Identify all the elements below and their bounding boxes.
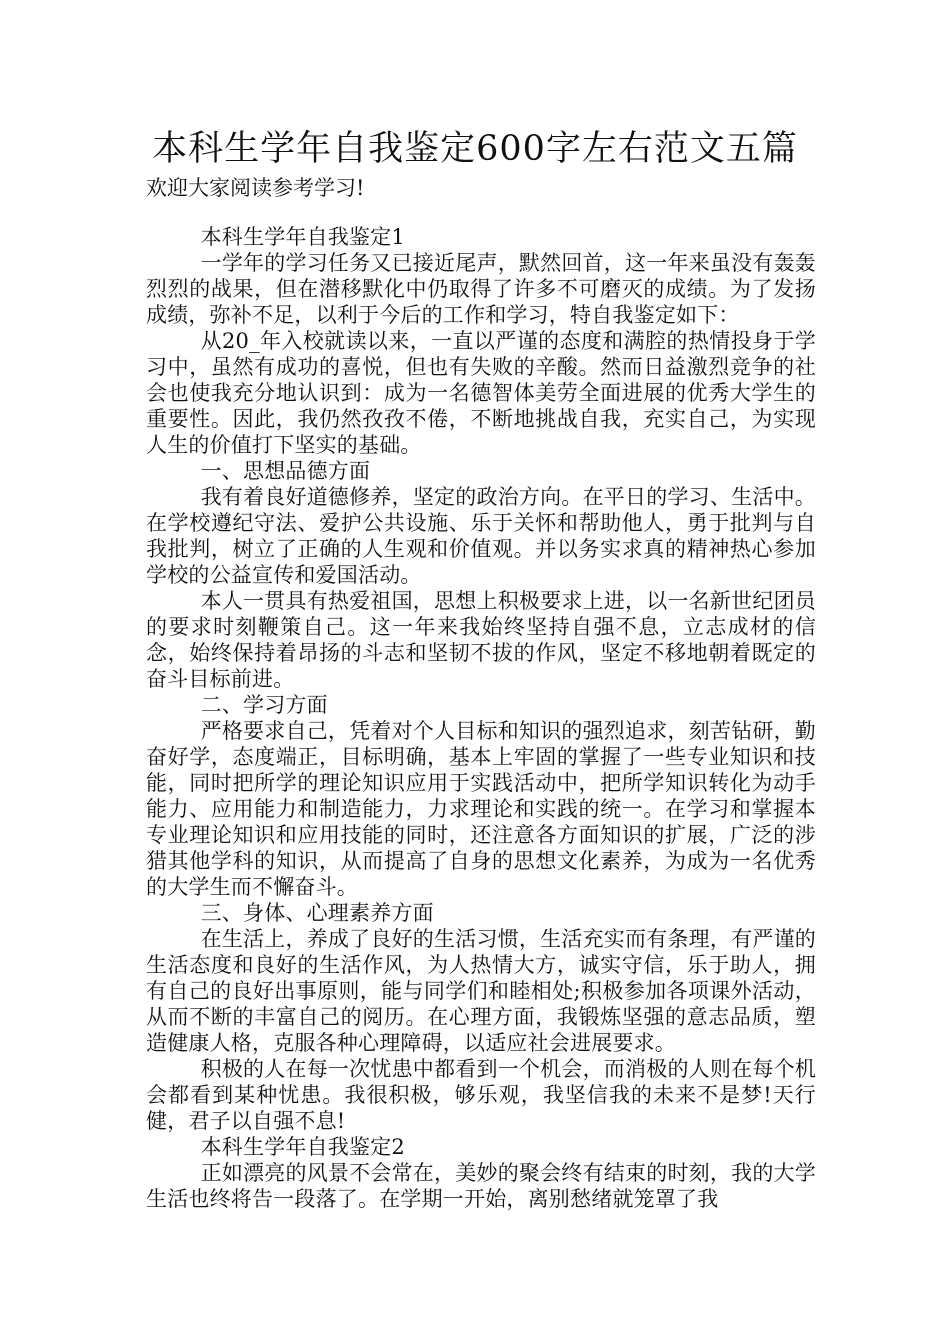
section-heading: 一、思想品德方面 — [200, 459, 371, 483]
section-heading: 本科生学年自我鉴定1 — [200, 225, 405, 249]
paragraph: 积极的人在每一次忧患中都看到一个机会，而消极的人则在每个机会都看到某种忧患。我很积极，够乐观，我坚信我的未来不是梦!天行健，君子以自强不息! — [146, 1057, 816, 1133]
paragraph: 正如漂亮的风景不会常在，美妙的聚会终有结束的时刻，我的大学生活也终将告一段落了。在学期一开始，离别愁绪就笼罩了我 — [146, 1161, 816, 1211]
section-heading: 三、身体、心理素养方面 — [200, 901, 434, 925]
document-subtitle: 欢迎大家阅读参考学习! — [146, 176, 365, 200]
paragraph: 一学年的学习任务又已接近尾声，默然回首，这一年来虽没有轰轰烈烈的战果，但在潜移默化中仍取得了许多不可磨灭的成绩。为了发扬成绩，弥补不足，以利于今后的工作和学习，特自我鉴定如下： — [146, 251, 816, 327]
paragraph: 在生活上，养成了良好的生活习惯，生活充实而有条理，有严谨的生活态度和良好的生活作风，为人热情大方，诚实守信，乐于助人，拥有自己的良好出事原则，能与同学们和睦相处;积极参加各项课外活动，从而不断的丰富自己的阅历。在心理方面，我锻炼坚强的意志品质，塑造健康人格，克服各种心理障碍，以适应社会进展要求。 — [146, 927, 816, 1055]
paragraph: 本人一贯具有热爱祖国，思想上积极要求上进，以一名新世纪团员的要求时刻鞭策自己。这一年来我始终坚持自强不息，立志成材的信念，始终保持着昂扬的斗志和坚韧不拔的作风，坚定不移地朝着既定的奋斗目标前进。 — [146, 589, 816, 691]
paragraph: 严格要求自己，凭着对个人目标和知识的强烈追求，刻苦钻研，勤奋好学，态度端正，目标明确，基本上牢固的掌握了一些专业知识和技能，同时把所学的理论知识应用于实践活动中，把所学知识转化为动手能力、应用能力和制造能力，力求理论和实践的统一。在学习和掌握本专业理论知识和应用技能的同时，还注意各方面知识的扩展，广泛的涉猎其他学科的知识，从而提高了自身的思想文化素养，为成为一名优秀的大学生而不懈奋斗。 — [146, 719, 816, 899]
paragraph: 从20_年入校就读以来，一直以严谨的态度和满腔的热情投身于学习中，虽然有成功的喜悦，但也有失败的辛酸。然而日益激烈竞争的社会也使我充分地认识到：成为一名德智体美劳全面进展的优秀大学生的重要性。因此，我仍然孜孜不倦，不断地挑战自我，充实自己，为实现人生的价值打下坚实的基础。 — [146, 329, 816, 457]
paragraph: 我有着良好道德修养，坚定的政治方向。在平日的学习、生活中。在学校遵纪守法、爱护公共设施、乐于关怀和帮助他人，勇于批判与自我批判，树立了正确的人生观和价值观。并以务实求真的精神热心参加学校的公益宣传和爱国活动。 — [146, 485, 816, 587]
section-heading: 本科生学年自我鉴定2 — [200, 1135, 405, 1159]
document-body — [146, 224, 816, 1212]
document-title: 本科生学年自我鉴定600字左右范文五篇 — [152, 129, 798, 169]
section-heading: 二、学习方面 — [200, 693, 328, 717]
